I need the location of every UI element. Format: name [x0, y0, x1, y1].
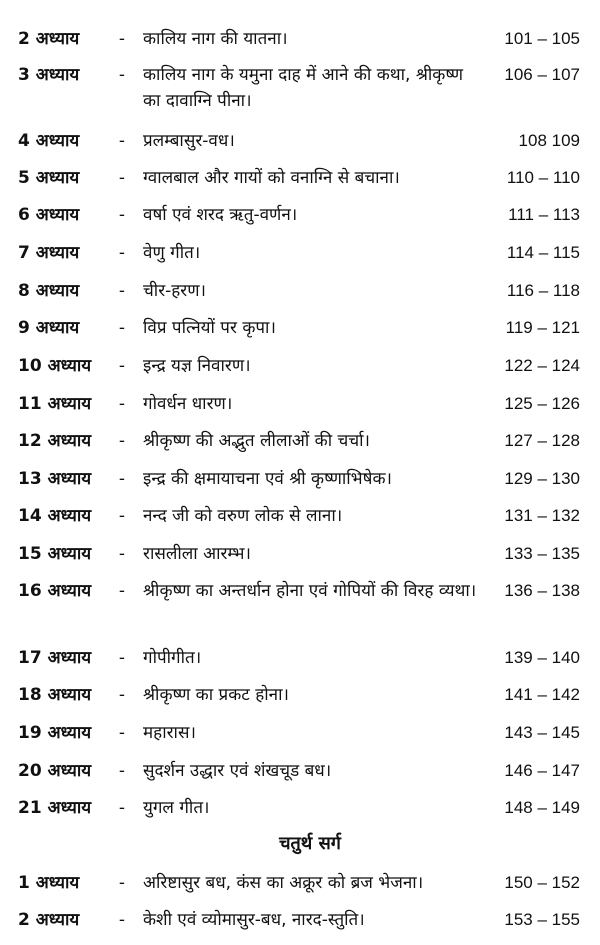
- chapter-title: इन्द्र की क्षमायाचना एवं श्री कृष्णाभिषेक।: [143, 469, 392, 489]
- chapter-number: 14 अध्याय: [18, 506, 92, 526]
- page-range: 114 – 115: [506, 243, 580, 262]
- page-range: 125 – 126: [504, 394, 580, 413]
- page-range: 150 – 152: [504, 873, 580, 892]
- chapter-title: श्रीकृष्ण की अद्भुत लीलाओं की चर्चा।: [143, 431, 370, 451]
- chapter-number: 1 अध्याय: [18, 873, 80, 893]
- page-range: 153 – 155: [504, 910, 580, 929]
- page-range: 133 – 135: [504, 544, 580, 563]
- page-range: 122 – 124: [504, 356, 580, 375]
- separator-dash: -: [118, 581, 126, 601]
- separator-dash: -: [118, 356, 126, 376]
- separator-dash: -: [118, 431, 126, 451]
- separator-dash: -: [118, 685, 126, 705]
- chapter-number: 12 अध्याय: [18, 431, 92, 451]
- page-range: 110 – 110: [506, 168, 580, 187]
- chapter-number: 16 अध्याय: [18, 581, 92, 601]
- page-range: 146 – 147: [504, 761, 580, 780]
- section-heading: चतुर्थ सर्ग: [279, 833, 341, 854]
- separator-dash: -: [118, 910, 126, 930]
- separator-dash: -: [118, 318, 126, 338]
- chapter-number: 2 अध्याय: [18, 29, 80, 49]
- separator-dash: -: [118, 281, 126, 301]
- separator-dash: -: [118, 131, 126, 151]
- page-range: 129 – 130: [504, 469, 580, 488]
- chapter-title: इन्द्र यज्ञ निवारण।: [143, 356, 251, 376]
- chapter-number: 9 अध्याय: [18, 318, 80, 338]
- chapter-title: चीर-हरण।: [143, 281, 206, 301]
- chapter-title: ग्वालबाल और गायों को वनाग्नि से बचाना।: [143, 168, 400, 188]
- chapter-title: अरिष्टासुर बध, कंस का अक्रूर को ब्रज भेजना।: [143, 873, 424, 893]
- separator-dash: -: [118, 65, 126, 85]
- separator-dash: -: [118, 544, 126, 564]
- chapter-number: 10 अध्याय: [18, 356, 92, 376]
- chapter-title: युगल गीत।: [143, 798, 210, 818]
- chapter-title: श्रीकृष्ण का अन्तर्धान होना एवं गोपियों की विरह व्यथा।: [143, 581, 477, 601]
- chapter-number: 3 अध्याय: [18, 65, 80, 85]
- chapter-number: 2 अध्याय: [18, 910, 80, 930]
- page-range: 131 – 132: [504, 506, 580, 525]
- chapter-number: 15 अध्याय: [18, 544, 92, 564]
- page-range: 148 – 149: [504, 798, 580, 817]
- page-range: 111 – 113: [508, 205, 580, 224]
- page-range: 143 – 145: [504, 723, 580, 742]
- chapter-title: विप्र पत्नियों पर कृपा।: [143, 318, 276, 338]
- chapter-title: प्रलम्बासुर-वध।: [143, 131, 235, 151]
- chapter-title: केशी एवं व्योमासुर-बध, नारद-स्तुति।: [143, 910, 365, 930]
- page-range: 127 – 128: [504, 431, 580, 450]
- page-range: 101 – 105: [504, 29, 580, 48]
- page-range: 141 – 142: [504, 685, 580, 704]
- chapter-number: 19 अध्याय: [18, 723, 92, 743]
- chapter-number: 4 अध्याय: [18, 131, 80, 151]
- chapter-title: गोवर्धन धारण।: [143, 394, 233, 414]
- chapter-title: महारास।: [143, 723, 196, 743]
- separator-dash: -: [118, 648, 126, 668]
- page-range: 136 – 138: [504, 581, 580, 600]
- separator-dash: -: [118, 469, 126, 489]
- chapter-number: 5 अध्याय: [18, 168, 80, 188]
- separator-dash: -: [118, 723, 126, 743]
- chapter-title: रासलीला आरम्भ।: [143, 544, 251, 564]
- separator-dash: -: [118, 761, 126, 781]
- chapter-number: 8 अध्याय: [18, 281, 80, 301]
- chapter-number: 13 अध्याय: [18, 469, 92, 489]
- chapter-title: वर्षा एवं शरद ऋतु-वर्णन।: [143, 205, 298, 225]
- chapter-title: नन्द जी को वरुण लोक से लाना।: [143, 506, 343, 526]
- chapter-number: 20 अध्याय: [18, 761, 92, 781]
- separator-dash: -: [118, 394, 126, 414]
- separator-dash: -: [118, 798, 126, 818]
- chapter-number: 7 अध्याय: [18, 243, 80, 263]
- chapter-number: 17 अध्याय: [18, 648, 92, 668]
- page-range: 108 109: [518, 131, 580, 150]
- separator-dash: -: [118, 506, 126, 526]
- chapter-number: 11 अध्याय: [18, 394, 92, 414]
- chapter-title: श्रीकृष्ण का प्रकट होना।: [143, 685, 289, 705]
- separator-dash: -: [118, 205, 126, 225]
- chapter-title: कालिय नाग के यमुना दाह में आने की कथा, श्रीकृष्ण का दावाग्नि पीना।: [143, 65, 464, 111]
- separator-dash: -: [118, 243, 126, 263]
- separator-dash: -: [118, 168, 126, 188]
- page-range: 106 – 107: [504, 65, 580, 84]
- page-range: 119 – 121: [505, 318, 580, 337]
- chapter-number: 18 अध्याय: [18, 685, 92, 705]
- chapter-number: 6 अध्याय: [18, 205, 80, 225]
- chapter-title: कालिय नाग की यातना।: [143, 29, 288, 49]
- chapter-title: वेणु गीत।: [143, 243, 201, 263]
- page-range: 116 – 118: [506, 281, 580, 300]
- chapter-title: सुदर्शन उद्धार एवं शंखचूड बध।: [143, 761, 332, 781]
- separator-dash: -: [118, 873, 126, 893]
- page-range: 139 – 140: [504, 648, 580, 667]
- chapter-title: गोपीगीत।: [143, 648, 202, 668]
- chapter-number: 21 अध्याय: [18, 798, 92, 818]
- separator-dash: -: [118, 29, 126, 49]
